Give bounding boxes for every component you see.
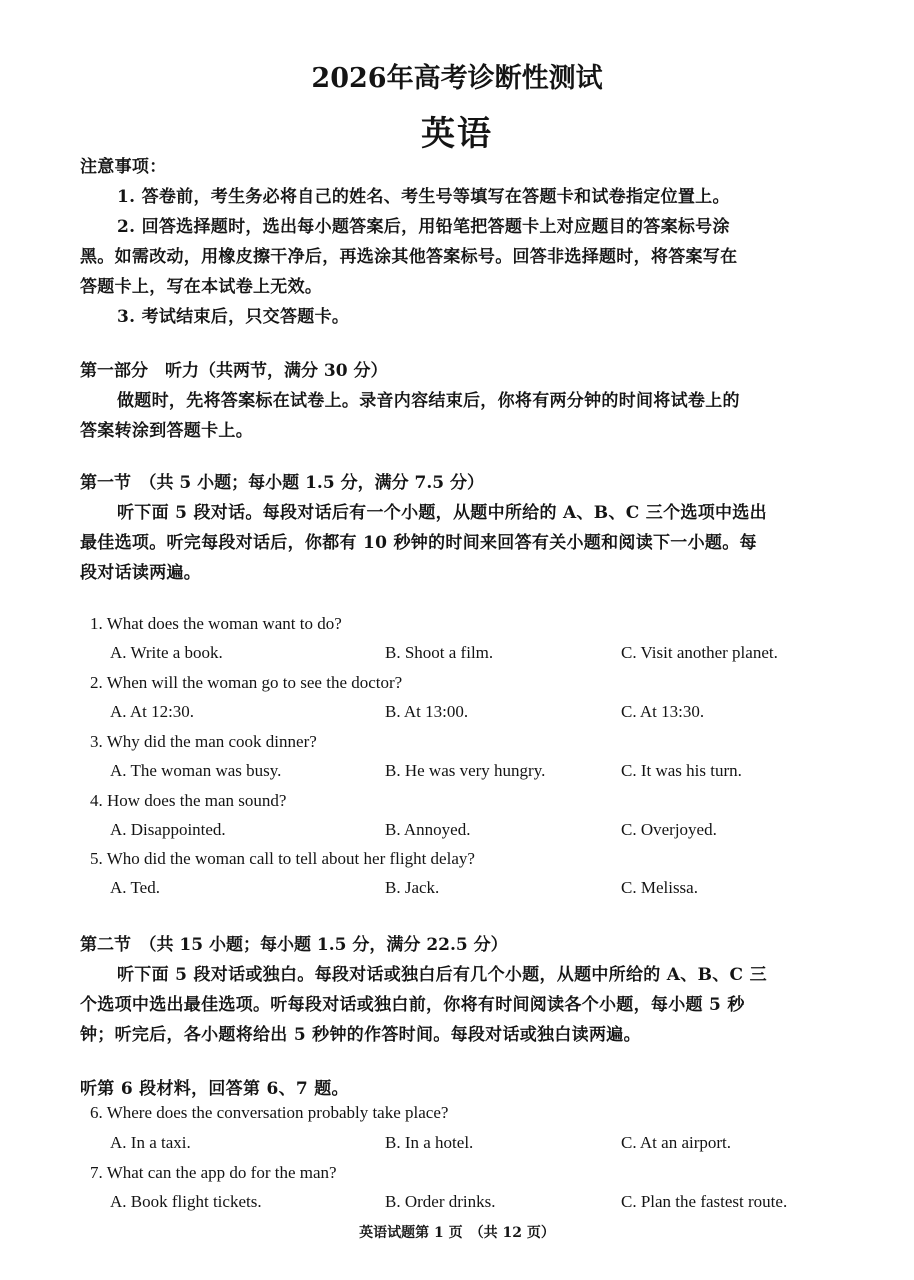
option-1c: C. Visit another planet. <box>621 643 778 662</box>
option-6a: A. In a taxi. <box>110 1133 191 1152</box>
section1-heading: 第一节 （共 5 小题；每小题 1.5 分，满分 7.5 分） <box>80 473 484 493</box>
notice-line-4: 答题卡上，写在本试卷上无效。 <box>80 277 323 297</box>
question-5: 5. Who did the woman call to tell about her flight delay? <box>90 849 475 868</box>
material6-heading: 听第 6 段材料，回答第 6、7 题。 <box>80 1079 349 1099</box>
option-2b: B. At 13:00. <box>385 702 469 721</box>
section2-heading: 第二节 （共 15 小题；每小题 1.5 分，满分 22.5 分） <box>80 935 508 955</box>
option-5c: C. Melissa. <box>621 878 698 897</box>
notice-line-5: 3. 考试结束后，只交答题卡。 <box>117 307 350 327</box>
option-7a: A. Book flight tickets. <box>110 1192 262 1211</box>
option-3c: C. It was his turn. <box>621 761 742 780</box>
section1-line-3: 段对话读两遍。 <box>80 563 202 583</box>
option-4c: C. Overjoyed. <box>621 820 717 839</box>
section2-line-1: 听下面 5 段对话或独白。每段对话或独白后有几个小题，从题中所给的 A、B、C 三 <box>117 965 767 985</box>
notice-line-3: 黑。如需改动，用橡皮擦干净后，再选涂其他答案标号。回答非选择题时，将答案写在 <box>80 247 738 267</box>
option-4a: A. Disappointed. <box>110 820 226 839</box>
section2-line-3: 钟；听完后，各小题将给出 5 秒钟的作答时间。每段对话或独白读两遍。 <box>80 1025 641 1045</box>
part1-heading: 第一部分 听力（共两节，满分 30 分） <box>80 361 388 381</box>
option-3a: A. The woman was busy. <box>110 761 282 780</box>
question-1: 1. What does the woman want to do? <box>90 614 342 633</box>
notice-line-1: 1. 答卷前，考生务必将自己的姓名、考生号等填写在答题卡和试卷指定位置上。 <box>117 187 730 207</box>
question-6: 6. Where does the conversation probably take place? <box>90 1103 449 1122</box>
part1-line-2: 答案转涂到答题卡上。 <box>80 421 253 441</box>
option-3b: B. He was very hungry. <box>385 761 546 780</box>
option-6c: C. At an airport. <box>621 1133 732 1152</box>
option-5b: B. Jack. <box>385 878 440 897</box>
question-3: 3. Why did the man cook dinner? <box>90 732 317 751</box>
option-1b: B. Shoot a film. <box>385 643 494 662</box>
question-4: 4. How does the man sound? <box>90 791 287 810</box>
page-footer: 英语试题第 1 页 （共 12 页） <box>359 1225 555 1241</box>
option-5a: A. Ted. <box>110 878 160 897</box>
section2-line-2: 个选项中选出最佳选项。听每段对话或独白前，你将有时间阅读各个小题，每小题 5 秒 <box>80 995 745 1015</box>
notice-line-2: 2. 回答选择题时，选出每小题答案后，用铅笔把答题卡上对应题目的答案标号涂 <box>117 217 730 237</box>
option-4b: B. Annoyed. <box>385 820 471 839</box>
question-2: 2. When will the woman go to see the doctor? <box>90 673 403 692</box>
option-7b: B. Order drinks. <box>385 1192 496 1211</box>
part1-line-1: 做题时，先将答案标在试卷上。录音内容结束后，你将有两分钟的时间将试卷上的 <box>117 391 740 411</box>
notice-heading: 注意事项： <box>80 157 167 177</box>
section1-line-2: 最佳选项。听完每段对话后，你都有 10 秒钟的时间来回答有关小题和阅读下一小题。每 <box>80 533 757 553</box>
option-6b: B. In a hotel. <box>385 1133 474 1152</box>
option-7c: C. Plan the fastest route. <box>621 1192 788 1211</box>
section1-line-1: 听下面 5 段对话。每段对话后有一个小题，从题中所给的 A、B、C 三个选项中选出 <box>117 503 767 523</box>
option-1a: A. Write a book. <box>110 643 223 662</box>
exam-title: 2026年高考诊断性测试 <box>311 63 603 94</box>
question-7: 7. What can the app do for the man? <box>90 1163 337 1182</box>
option-2a: A. At 12:30. <box>110 702 195 721</box>
subject-title: 英语 <box>421 114 493 154</box>
option-2c: C. At 13:30. <box>621 702 705 721</box>
